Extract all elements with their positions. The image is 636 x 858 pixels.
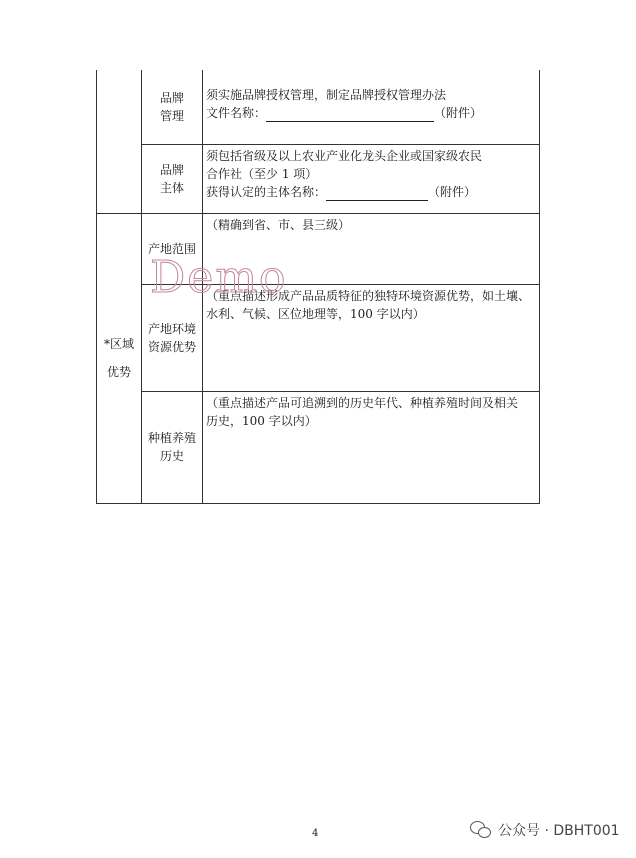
origin-scope-hint: （精确到省、市、县三级） bbox=[206, 217, 351, 232]
attachment-note: （附件） bbox=[434, 106, 483, 120]
origin-scope-content[interactable] bbox=[203, 213, 540, 284]
application-form-table bbox=[96, 70, 540, 504]
brand-subject-requirement: 须包括省级及以上农业产业化龙头企业或国家级农民 bbox=[206, 148, 483, 163]
environment-hint-line1: （重点描述形成产品品质特征的独特环境资源优势，如土壤、 bbox=[206, 288, 531, 303]
demo-watermark: Demo bbox=[150, 252, 288, 303]
history-hint-line1: （重点描述产品可追溯到的历史年代、种植养殖时间及相关 bbox=[206, 395, 519, 410]
page-number: 4 bbox=[312, 828, 319, 839]
history-label: 种植养殖 历史 bbox=[142, 391, 203, 503]
history-hint-line2: 历史，100 字以内） bbox=[206, 413, 317, 428]
brand-subject-label: 品牌 主体 bbox=[142, 144, 203, 213]
brand-management-file-line bbox=[206, 104, 536, 122]
environment-row bbox=[97, 284, 540, 391]
brand-subject-name-line bbox=[206, 183, 536, 201]
file-name-label: 文件名称： bbox=[206, 106, 267, 120]
subject-name-label: 获得认定的主体名称： bbox=[206, 184, 327, 199]
environment-content[interactable] bbox=[203, 284, 540, 391]
brand-management-row bbox=[97, 70, 540, 144]
origin-scope-row bbox=[97, 213, 540, 284]
brand-management-requirement: 须实施品牌授权管理，制定品牌授权管理办法 bbox=[206, 88, 447, 102]
file-name-blank[interactable] bbox=[266, 107, 434, 122]
footer-brand-text: 公众号 · DBHT001 bbox=[498, 823, 620, 839]
history-content[interactable] bbox=[203, 391, 540, 503]
history-row bbox=[97, 391, 540, 503]
attachment-note: （附件） bbox=[428, 184, 477, 199]
subject-name-blank[interactable] bbox=[326, 186, 428, 201]
wechat-icon bbox=[470, 821, 492, 839]
brand-subject-row bbox=[97, 144, 540, 213]
brand-management-content bbox=[203, 70, 540, 144]
brand-subject-content bbox=[203, 144, 540, 213]
regional-advantage-label: *区域 优势 bbox=[97, 213, 142, 503]
category-cell-continued bbox=[97, 70, 142, 213]
environment-hint-line2: 水利、气候、区位地理等，100 字以内） bbox=[206, 306, 425, 321]
environment-label: 产地环境 资源优势 bbox=[142, 284, 203, 391]
brand-management-label: 品牌 管理 bbox=[142, 70, 203, 144]
origin-scope-label: 产地范围 bbox=[142, 213, 203, 284]
footer-brand bbox=[470, 820, 620, 840]
brand-subject-requirement-cont: 合作社（至少 1 项） bbox=[206, 166, 318, 181]
